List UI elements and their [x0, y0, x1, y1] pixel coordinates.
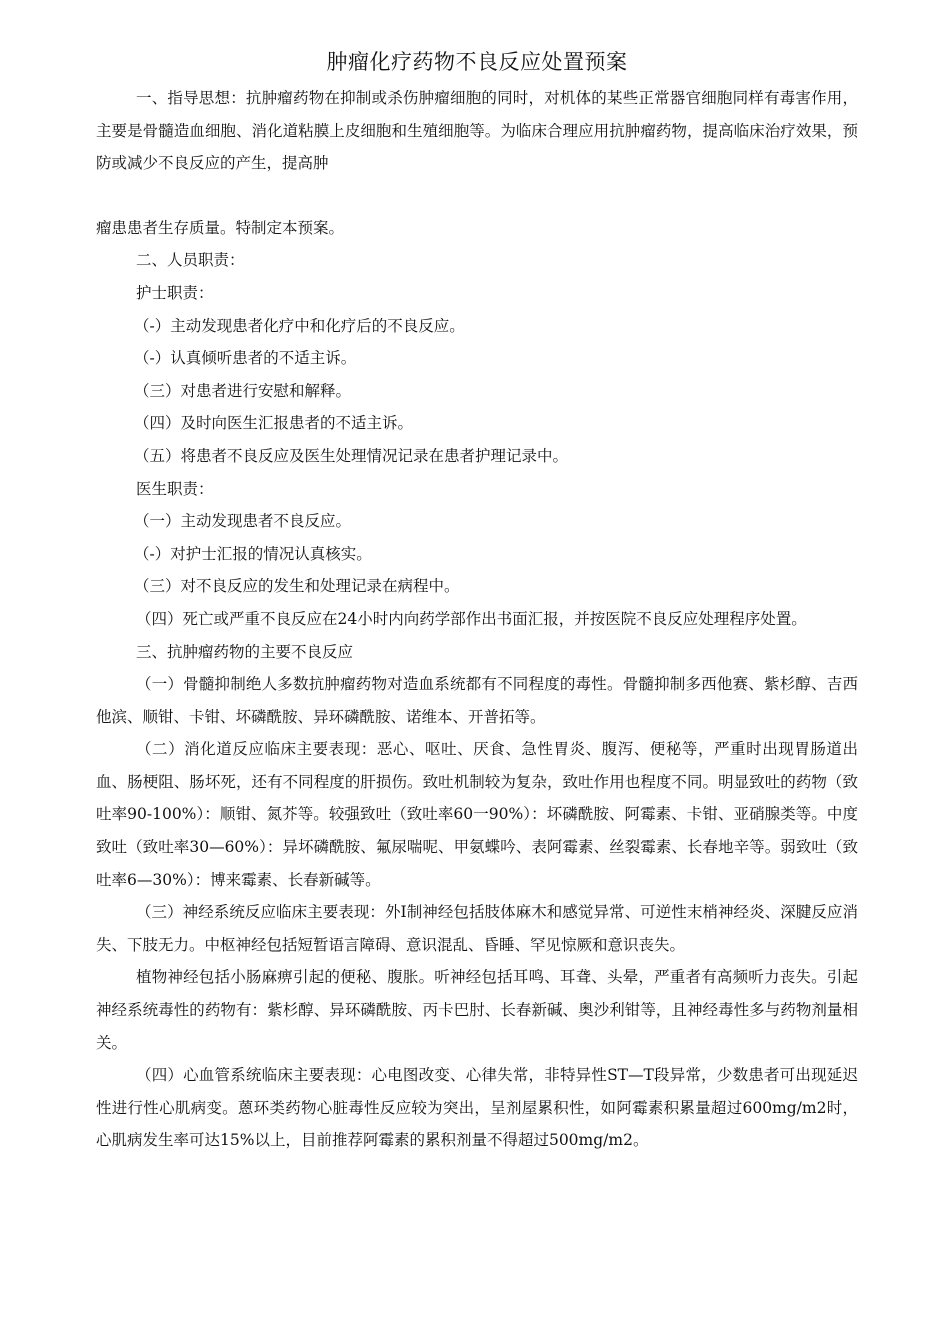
heading-nurse-duties: 护士职责：	[136, 283, 214, 302]
paragraph-autonomic: 植物神经包括小肠麻痹引起的便秘、腹胀。听神经包括耳鸣、耳聋、头晕，严重者有高频听力丧失。引起神经系统毒性的药物有：紫杉醇、异环磷酰胺、丙卡巴肘、长春新碱、奥沙利钳等，且神经毒性多与药物剂量相关。	[96, 968, 858, 1052]
heading-staff-duties: 二、人员职责：	[136, 251, 245, 270]
nurse-duty-item: （-）主动发现患者化疗中和化疗后的不良反应。	[134, 316, 465, 335]
heading-adverse-reactions: 三、抗肿瘤药物的主要不良反应	[136, 642, 354, 661]
nurse-duty-item: （四）及时向医生汇报患者的不适主诉。	[134, 414, 414, 433]
doctor-duty-item: （一）主动发现患者不良反应。	[134, 512, 352, 531]
nurse-duty-item: （三）对患者进行安慰和解释。	[134, 381, 352, 400]
doctor-duty-item: （三）对不良反应的发生和处理记录在病程中。	[134, 577, 460, 596]
nurse-duty-item: （-）认真倾听患者的不适主诉。	[134, 349, 357, 368]
paragraph-gap	[96, 180, 858, 212]
paragraph-guiding-idea-cont: 瘤患患者生存质量。特制定本预案。	[96, 218, 345, 237]
page-title: 肿瘤化疗药物不良反应处置预案	[326, 50, 628, 74]
nurse-duty-item: （五）将患者不良反应及医生处理情况记录在患者护理记录中。	[134, 446, 569, 465]
heading-doctor-duties: 医生职责：	[136, 479, 214, 498]
paragraph-nervous: （三）神经系统反应临床主要表现：外I制神经包括肢体麻木和感觉异常、可逆性末梢神经炎、深腱反应消失、下肢无力。中枢神经包括短暂语言障碍、意识混乱、昏睡、罕见惊厥和意识丧失。	[96, 903, 858, 954]
doctor-duty-item: （四）死亡或严重不良反应在24小时内向药学部作出书面汇报，并按医院不良反应处理程序处置。	[136, 609, 807, 628]
doctor-duty-item: （-）对护士汇报的情况认真核实。	[134, 544, 372, 563]
paragraph-guiding-idea: 一、指导思想：抗肿瘤药物在抑制或杀伤肿瘤细胞的同时，对机体的某些正常器官细胞同样有毒害作用，主要是骨髓造血细胞、消化道粘膜上皮细胞和生殖细胞等。为临床合理应用抗肿瘤药物，提高临床治疗效果，预防或减少不良反应的产生，提高肿	[96, 89, 858, 173]
paragraph-bone-marrow: （一）骨髓抑制绝人多数抗肿瘤药物对造血系统都有不同程度的毒性。骨髓抑制多西他赛、紫杉醇、吉西他滨、顺钳、卡钳、坏磷酰胺、异环磷酰胺、诺维本、开普拓等。	[96, 675, 858, 726]
paragraph-cardiovascular: （四）心血管系统临床主要表现：心电图改变、心律失常，非特异性ST—T段异常，少数患者可出现延迟性进行性心肌病变。蒽环类药物心脏毒性反应较为突出，呈剂屋累积性，如阿霉素积累量超过600mg/m2时，心肌病发生率可达15%以上，目前推荐阿霉素的累积剂量不得超过500mg/m2。	[96, 1066, 858, 1150]
paragraph-digestive: （二）消化道反应临床主要表现：恶心、呕吐、厌食、急性胃炎、腹泻、便秘等，严重时出现胃肠道出血、肠梗阻、肠坏死，还有不同程度的肝损伤。致吐机制较为复杂，致吐作用也程度不同。明显致吐的药物（致吐率90-100%）：顺钳、氮芥等。较强致吐（致吐率60一90%）：坏磷酰胺、阿霉素、卡钳、亚硝腺类等。中度致吐（致吐率30—60%）：异坏磷酰胺、氟尿喘呢、甲氨蝶吟、表阿霉素、丝裂霉素、长春地辛等。弱致吐（致吐率6—30%）：博来霉素、长春新碱等。	[96, 740, 858, 889]
